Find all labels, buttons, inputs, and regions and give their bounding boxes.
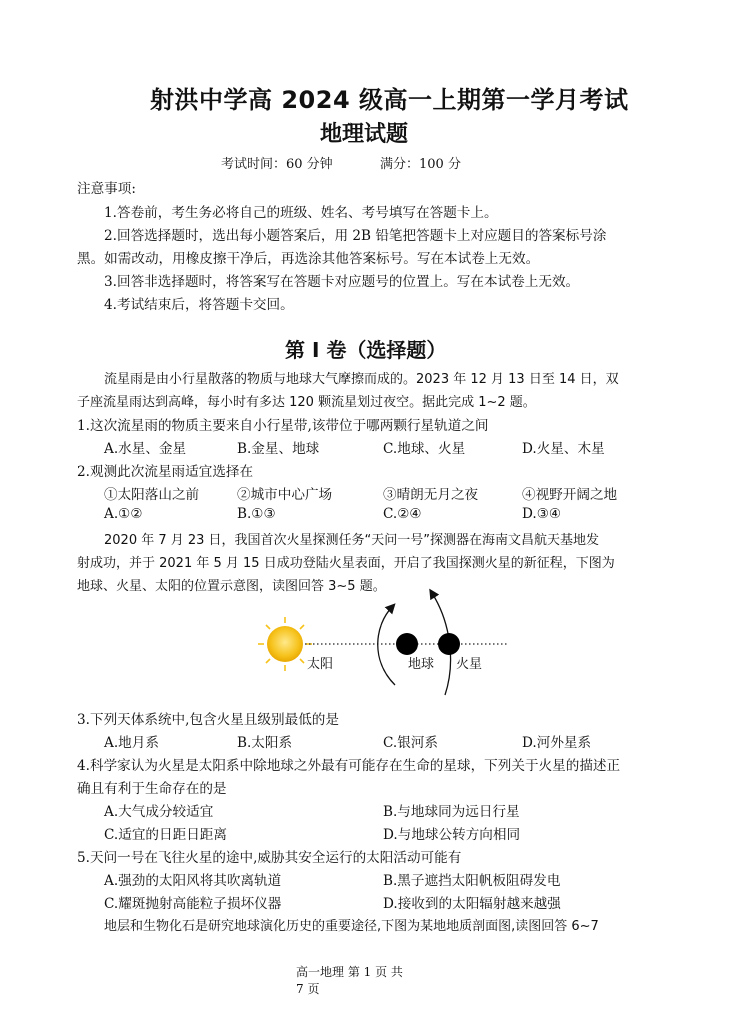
notice-item-3: 3.回答非选择题时，将答案写在答题卡对应题号的位置上。写在本试卷上无效。 — [104, 274, 580, 290]
full-score: 满分：100 分 — [380, 157, 461, 172]
page-footer-line-1: 高一地理 第 1 页 共 — [296, 965, 403, 979]
question-4-option-c: C.适宜的日距日距离 — [104, 827, 227, 843]
notice-heading: 注意事项: — [77, 181, 136, 197]
earth-orbit-arrow — [378, 607, 395, 685]
question-3-option-c: C.银河系 — [383, 735, 439, 751]
question-2-choice-2: ②城市中心广场 — [237, 487, 333, 503]
passage-3-line-1: 地层和生物化石是研究地球演化历史的重要途径,下图为某地地质剖面图,读图回答 6~7 — [104, 919, 599, 934]
question-4-option-b: B.与地球同为远日行星 — [383, 804, 520, 820]
earth-label: 地球 — [408, 657, 435, 672]
section-title: 第 I 卷（选择题） — [285, 338, 447, 362]
question-1-option-a: A.水星、金星 — [104, 441, 187, 457]
question-2-option-c: C.②④ — [383, 506, 422, 522]
sun-label: 太阳 — [307, 657, 334, 672]
question-1-stem: 1.这次流星雨的物质主要来自小行星带,该带位于哪两颗行星轨道之间 — [77, 418, 489, 434]
notice-item-2-line-1: 2.回答选择题时，选出每小题答案后，用 2B 铅笔把答题卡上对应题目的答案标号涂 — [104, 228, 607, 244]
question-2-choice-3: ③晴朗无月之夜 — [383, 487, 479, 503]
exam-title: 射洪中学高 2024 级高一上期第一学月考试 — [150, 86, 629, 114]
question-3-option-a: A.地月系 — [104, 735, 159, 751]
sun-icon — [267, 626, 303, 662]
question-2-stem: 2.观测此次流星雨适宜选择在 — [77, 464, 254, 480]
passage-2-line-3: 地球、火星、太阳的位置示意图，读图回答 3~5 题。 — [77, 579, 386, 594]
question-2-option-d: D.③④ — [522, 506, 562, 522]
question-4-option-a: A.大气成分较适宜 — [104, 804, 214, 820]
question-5-option-a: A.强劲的太阳风将其吹离轨道 — [104, 873, 282, 889]
question-1-option-c: C.地球、火星 — [383, 441, 466, 457]
sun-earth-mars-diagram — [250, 585, 520, 700]
notice-item-4: 4.考试结束后，将答题卡交回。 — [104, 297, 294, 313]
question-3-stem: 3.下列天体系统中,包含火星且级别最低的是 — [77, 712, 339, 728]
passage-1-line-1: 流星雨是由小行星散落的物质与地球大气摩擦而成的。2023 年 12 月 13 日至 14 日，双 — [104, 372, 619, 387]
question-2-option-b: B.①③ — [237, 506, 276, 522]
question-5-option-d: D.接收到的太阳辐射越来越强 — [383, 896, 561, 912]
mars-label: 火星 — [456, 657, 483, 672]
question-4-option-d: D.与地球公转方向相同 — [383, 827, 521, 843]
subject-title: 地理试题 — [320, 122, 409, 147]
diagram-svg — [250, 585, 520, 700]
page-footer-line-2: 7 页 — [296, 982, 320, 996]
passage-1-line-2: 子座流星雨达到高峰，每小时有多达 120 颗流星划过夜空。据此完成 1~2 题。 — [77, 395, 536, 410]
question-3-option-d: D.河外星系 — [522, 735, 592, 751]
exam-time: 考试时间：60 分钟 — [221, 157, 333, 172]
question-4-stem-line-2: 确且有利于生命存在的是 — [77, 781, 227, 797]
question-5-stem: 5.天问一号在飞往火星的途中,威胁其安全运行的太阳活动可能有 — [77, 850, 462, 866]
question-4-stem-line-1: 4.科学家认为火星是太阳系中除地球之外最有可能存在生命的星球，下列关于火星的描述正 — [77, 758, 621, 774]
question-2-option-a: A.①② — [104, 506, 143, 522]
notice-item-1: 1.答卷前，考生务必将自己的班级、姓名、考号填写在答题卡上。 — [104, 205, 498, 221]
mars-icon — [438, 633, 460, 655]
passage-2-line-1: 2020 年 7 月 23 日，我国首次火星探测任务“天问一号”探测器在海南文昌航天基地发 — [104, 533, 600, 548]
notice-item-2-line-2: 黑。如需改动，用橡皮擦干净后，再选涂其他答案标号。写在本试卷上无效。 — [77, 251, 540, 267]
passage-2-line-2: 射成功，并于 2021 年 5 月 15 日成功登陆火星表面，开启了我国探测火星的新征程，下图为 — [77, 556, 615, 571]
question-1-option-b: B.金星、地球 — [237, 441, 320, 457]
question-2-choice-4: ④视野开阔之地 — [522, 487, 618, 503]
question-3-option-b: B.太阳系 — [237, 735, 293, 751]
earth-icon — [396, 633, 418, 655]
question-5-option-c: C.耀斑抛射高能粒子损坏仪器 — [104, 896, 282, 912]
question-2-choice-1: ①太阳落山之前 — [104, 487, 200, 503]
question-5-option-b: B.黑子遮挡太阳帆板阻碍发电 — [383, 873, 561, 889]
question-1-option-d: D.火星、木星 — [522, 441, 605, 457]
